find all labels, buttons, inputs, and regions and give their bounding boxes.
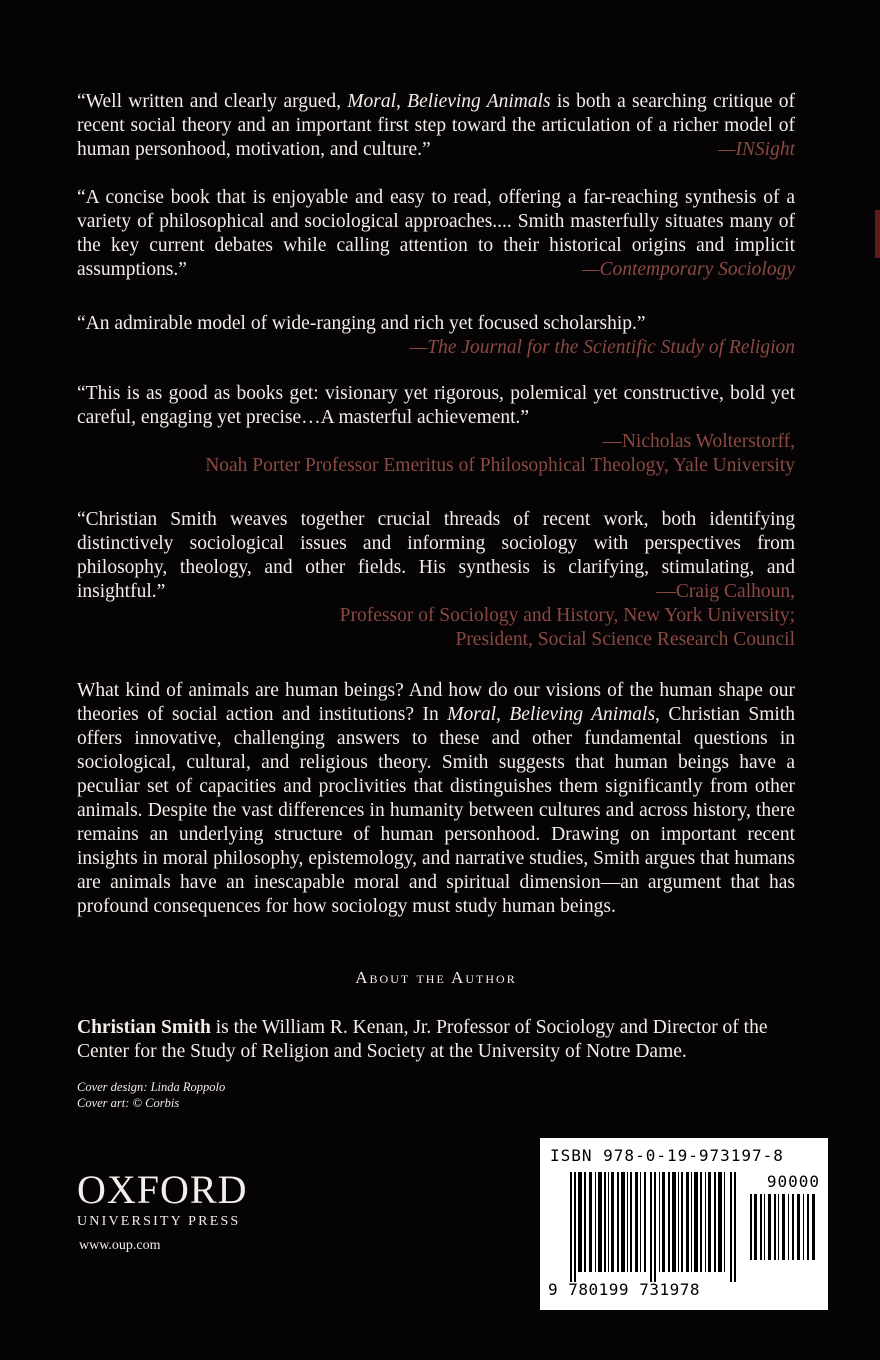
book-description: [77, 679, 795, 919]
cover-art-credit: Cover art: © Corbis: [77, 1096, 180, 1110]
review-2-attribution: —Contemporary Sociology: [582, 259, 795, 280]
review-5-attribution-role: President, Social Science Research Council: [455, 629, 795, 650]
barcode: [540, 1138, 828, 1310]
author-bio: is the William R. Kenan, Jr. Professor of Sociology and Director of the Center for the Study of Religion and Society at the University of Notre Dame.: [77, 1017, 768, 1062]
review-5-body: “Christian Smith weaves together crucial threads of recent work, both identifying distinctively sociological issues and informing sociology with perspectives from philosophy, theology, and other fields. His synthesis is clarifying, stimulating, and insightful.”: [77, 509, 795, 602]
review-5-attribution-title: Professor of Sociology and History, New York University;: [339, 605, 795, 626]
review-1: [77, 90, 795, 162]
publisher-url: www.oup.com: [79, 1238, 161, 1253]
description-part-1: What kind of animals are human beings? And how do our visions of the human shape our theories of social action and institutions? In: [77, 680, 795, 725]
publisher-logo: [77, 1167, 248, 1230]
review-4-text: “This is as good as books get: visionary yet rigorous, polemical yet constructive, bold yet careful, engaging yet precise…A masterful achievement.”: [77, 383, 795, 428]
review-1-attribution: —INSight: [718, 139, 795, 160]
review-2: [77, 186, 795, 282]
author-name: Christian Smith: [77, 1017, 211, 1038]
publisher-subtitle: UNIVERSITY PRESS: [77, 1214, 241, 1229]
about-author-text: [77, 1016, 795, 1064]
ean-digits: 9 780199 731978: [548, 1280, 700, 1299]
review-3-text: “An admirable model of wide-ranging and rich yet focused scholarship.”: [77, 313, 646, 334]
review-5-text: [77, 508, 795, 604]
isbn-text: ISBN 978-0-19-973197-8: [550, 1146, 784, 1165]
review-1-text: [77, 90, 795, 162]
barcode-bars: [570, 1172, 740, 1282]
review-3: [77, 312, 795, 360]
review-1-title: Moral, Believing Animals: [347, 91, 551, 112]
review-4-attribution-title: Noah Porter Professor Emeritus of Philosophical Theology, Yale University: [205, 455, 795, 476]
review-1-text-b: is both a searching critique of recent social theory and an important first step toward the articulation of a richer model of human personhood, motivation, and culture.”: [77, 91, 795, 160]
description-part-2: , Christian Smith offers innovative, challenging answers to these and other fundamental questions in sociological, cultural, and religious theory. Smith suggests that human beings have a peculiar set of capacities and proclivities that distinguishes them significantly from other animals. Despite the vast differences in humanity between cultures and across history, there remains an underlying structure of human personhood. Drawing on important recent insights in moral philosophy, epistemology, and narrative studies, Smith argues that humans are animals have an inescapable moral and spiritual dimension—an argument that has profound consequences for how sociology must study human beings.: [77, 704, 795, 917]
price-code: 90000: [766, 1172, 820, 1191]
review-5: [77, 508, 795, 652]
publisher-name: OXFORD: [77, 1167, 248, 1212]
price-bars: [750, 1194, 820, 1260]
review-5-attribution-name: —Craig Calhoun,: [656, 581, 795, 602]
about-author-heading: About the Author: [355, 968, 517, 987]
edge-mark: [875, 210, 880, 258]
cover-credits: [77, 1079, 225, 1111]
description-title: Moral, Believing Animals: [447, 704, 656, 725]
review-2-body: “A concise book that is enjoyable and easy to read, offering a far-reaching synthesis of a variety of philosophical and sociological approaches.... Smith masterfully situates many of the key current debates while calling attention to their historical origins and implicit assumptions.”: [77, 187, 795, 280]
review-4-attribution-name: —Nicholas Wolterstorff,: [602, 431, 795, 452]
review-2-text: [77, 186, 795, 282]
cover-design-credit: Cover design: Linda Roppolo: [77, 1080, 226, 1094]
review-1-text-a: “Well written and clearly argued,: [77, 91, 348, 112]
review-3-attribution: —The Journal for the Scientific Study of Religion: [409, 337, 795, 358]
review-4: [77, 382, 795, 478]
